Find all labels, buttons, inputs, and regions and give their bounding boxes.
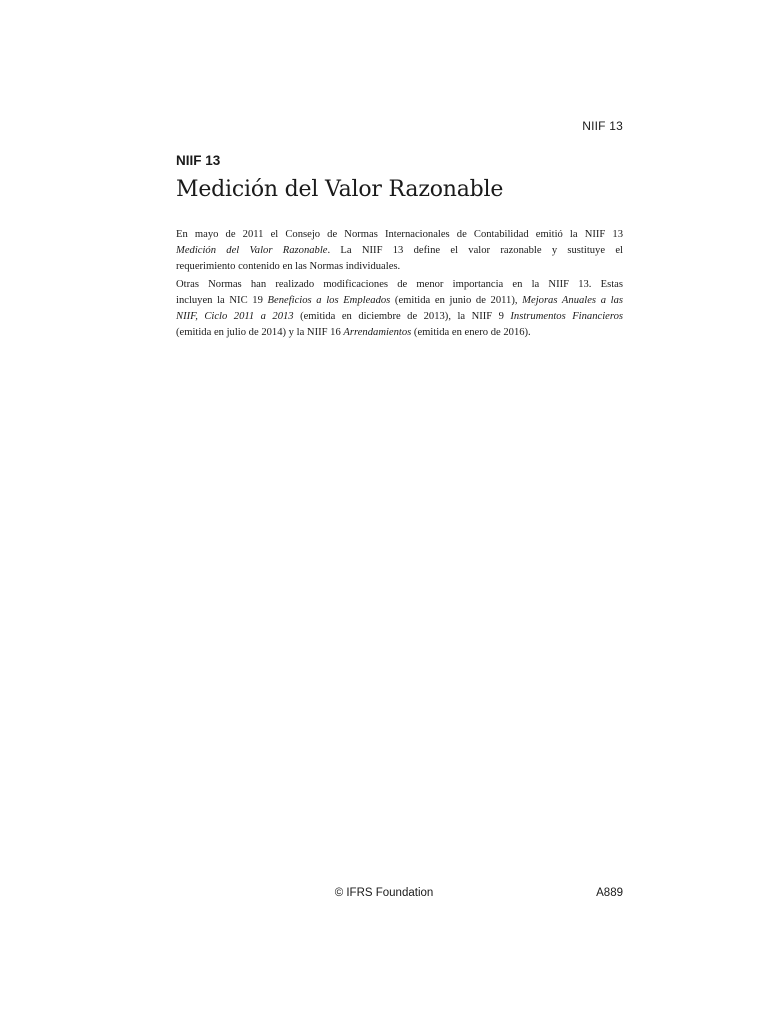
text-run: (emitida en enero de 2016). <box>411 327 531 338</box>
standard-title-reference: Medición del Valor Razonable <box>176 245 328 256</box>
running-header: NIIF 13 <box>582 119 623 133</box>
paragraph-line <box>176 277 623 293</box>
standard-label: NIIF 13 <box>176 153 221 168</box>
text-run: En mayo de 2011 el Consejo de Normas Internacionales de Contabilidad emitió la NIIF 13 <box>176 229 623 240</box>
paragraph-line <box>176 293 623 309</box>
standard-title-reference: NIIF, Ciclo 2011 a 2013 <box>176 311 294 322</box>
text-run: requerimiento contenido en las Normas individuales. <box>176 261 401 272</box>
page-title: Medición del Valor Razonable <box>176 177 504 202</box>
standard-title-reference: Instrumentos Financieros <box>510 311 624 322</box>
standard-title-reference: Arrendamientos <box>343 327 412 338</box>
text-run: incluyen la NIC 19 <box>176 295 268 306</box>
paragraph-line <box>176 227 623 243</box>
text-run: Otras Normas han realizado modificaciones de menor importancia en la NIIF 13. Estas <box>176 279 623 290</box>
standard-title-reference: Beneficios a los Empleados <box>267 295 391 306</box>
text-run: . La NIIF 13 define el valor razonable y sustituye el <box>327 245 623 256</box>
paragraph-line <box>176 243 623 259</box>
intro-paragraph <box>176 227 623 275</box>
text-run: (emitida en julio de 2014) y la NIIF 16 <box>176 327 344 338</box>
page-number: A889 <box>596 887 623 899</box>
text-run: (emitida en diciembre de 2013), la NIIF 9 <box>293 311 511 322</box>
paragraph-line <box>176 309 623 325</box>
amendments-paragraph <box>176 277 623 341</box>
text-run: (emitida en junio de 2011), <box>390 295 523 306</box>
paragraph-line <box>176 325 623 341</box>
footer-copyright: © IFRS Foundation <box>334 887 434 899</box>
paragraph-line <box>176 259 623 275</box>
standard-title-reference: Mejoras Anuales a las <box>522 295 623 306</box>
